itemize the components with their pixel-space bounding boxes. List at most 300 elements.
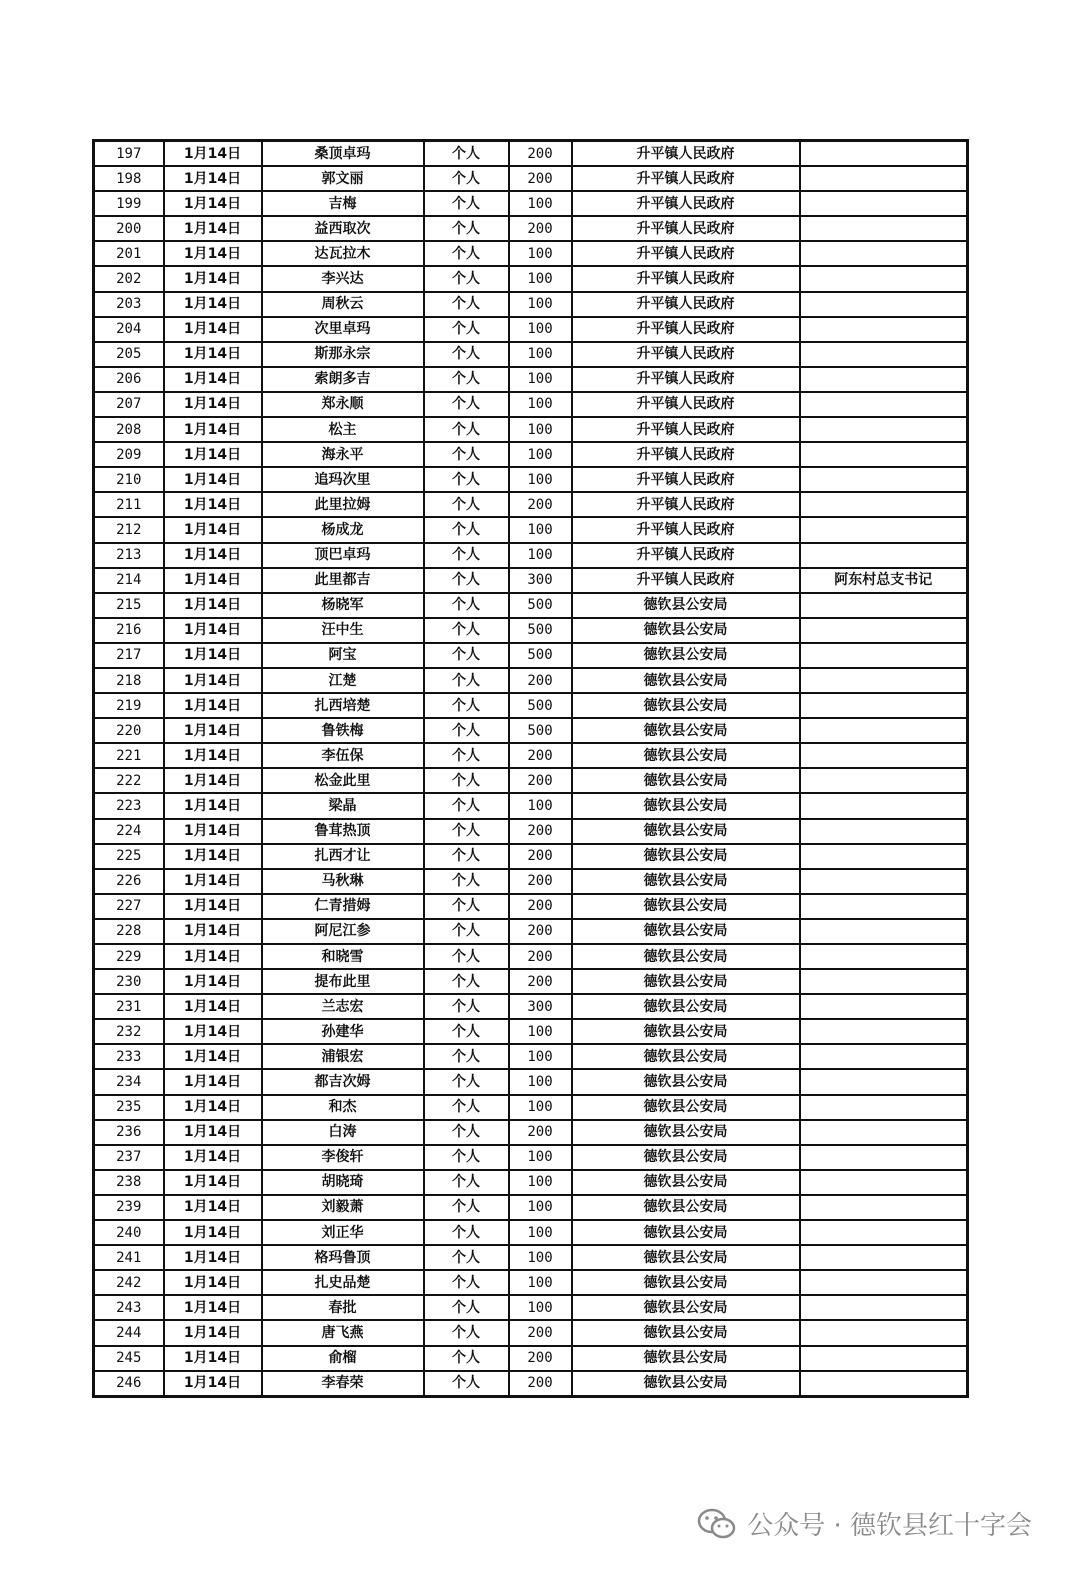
table-row (94, 342, 968, 367)
amount-cell: 100 (509, 292, 572, 317)
donor-name-cell: 扎西培楚 (262, 693, 424, 718)
donor-name-cell: 桑顶卓玛 (262, 141, 424, 167)
donor-name-cell: 郭文丽 (262, 166, 424, 191)
amount-cell: 200 (509, 1346, 572, 1371)
serial-number-cell: 234 (94, 1069, 164, 1094)
date-cell: 1月14日 (164, 1245, 262, 1270)
remark-cell (800, 618, 968, 643)
donor-type-cell: 个人 (424, 517, 509, 542)
serial-number-cell: 231 (94, 994, 164, 1019)
donor-name-cell: 江楚 (262, 668, 424, 693)
table-row (94, 442, 968, 467)
serial-number-cell: 213 (94, 543, 164, 568)
table-row (94, 1170, 968, 1195)
organization-cell: 德钦县公安局 (572, 1245, 800, 1270)
table-row (94, 1346, 968, 1371)
donor-name-cell: 益西取次 (262, 216, 424, 241)
donor-type-cell: 个人 (424, 191, 509, 216)
amount-cell: 500 (509, 643, 572, 668)
serial-number-cell: 239 (94, 1195, 164, 1220)
donor-name-cell: 唐飞燕 (262, 1320, 424, 1345)
amount-cell: 300 (509, 568, 572, 593)
remark-cell (800, 969, 968, 994)
date-cell: 1月14日 (164, 1095, 262, 1120)
table-row (94, 693, 968, 718)
donor-type-cell: 个人 (424, 693, 509, 718)
donor-name-cell: 俞榴 (262, 1346, 424, 1371)
serial-number-cell: 237 (94, 1145, 164, 1170)
serial-number-cell: 220 (94, 718, 164, 743)
remark-cell (800, 593, 968, 618)
remark-cell (800, 1371, 968, 1397)
date-cell: 1月14日 (164, 1346, 262, 1371)
remark-cell (800, 292, 968, 317)
table-row (94, 593, 968, 618)
table-row (94, 1019, 968, 1044)
date-cell: 1月14日 (164, 1120, 262, 1145)
donor-type-cell: 个人 (424, 969, 509, 994)
remark-cell (800, 1295, 968, 1320)
table-row (94, 919, 968, 944)
organization-cell: 德钦县公安局 (572, 1019, 800, 1044)
table-row (94, 1295, 968, 1320)
date-cell: 1月14日 (164, 1371, 262, 1397)
amount-cell: 200 (509, 768, 572, 793)
donor-name-cell: 李兴达 (262, 266, 424, 291)
serial-number-cell: 204 (94, 317, 164, 342)
organization-cell: 德钦县公安局 (572, 1095, 800, 1120)
organization-cell: 德钦县公安局 (572, 793, 800, 818)
donor-name-cell: 追玛次里 (262, 467, 424, 492)
table-row (94, 1220, 968, 1245)
remark-cell (800, 994, 968, 1019)
donor-type-cell: 个人 (424, 994, 509, 1019)
amount-cell: 200 (509, 894, 572, 919)
date-cell: 1月14日 (164, 392, 262, 417)
table-row (94, 292, 968, 317)
table-row (94, 1069, 968, 1094)
table-row (94, 1245, 968, 1270)
amount-cell: 100 (509, 1019, 572, 1044)
date-cell: 1月14日 (164, 1019, 262, 1044)
remark-cell (800, 793, 968, 818)
donor-name-cell: 松主 (262, 417, 424, 442)
donor-type-cell: 个人 (424, 743, 509, 768)
organization-cell: 德钦县公安局 (572, 1346, 800, 1371)
table-row (94, 819, 968, 844)
date-cell: 1月14日 (164, 894, 262, 919)
date-cell: 1月14日 (164, 467, 262, 492)
organization-cell: 升平镇人民政府 (572, 568, 800, 593)
remark-cell (800, 668, 968, 693)
date-cell: 1月14日 (164, 1170, 262, 1195)
table-row (94, 1095, 968, 1120)
donor-type-cell: 个人 (424, 1320, 509, 1345)
amount-cell: 200 (509, 819, 572, 844)
amount-cell: 200 (509, 869, 572, 894)
serial-number-cell: 246 (94, 1371, 164, 1397)
remark-cell (800, 1320, 968, 1345)
date-cell: 1月14日 (164, 216, 262, 241)
donor-type-cell: 个人 (424, 1095, 509, 1120)
remark-cell (800, 141, 968, 167)
serial-number-cell: 200 (94, 216, 164, 241)
remark-cell (800, 1145, 968, 1170)
organization-cell: 德钦县公安局 (572, 593, 800, 618)
table-row (94, 141, 968, 167)
organization-cell: 升平镇人民政府 (572, 191, 800, 216)
amount-cell: 100 (509, 317, 572, 342)
donor-name-cell: 杨成龙 (262, 517, 424, 542)
donor-type-cell: 个人 (424, 266, 509, 291)
serial-number-cell: 211 (94, 492, 164, 517)
organization-cell: 德钦县公安局 (572, 919, 800, 944)
date-cell: 1月14日 (164, 1044, 262, 1069)
donor-type-cell: 个人 (424, 869, 509, 894)
remark-cell (800, 216, 968, 241)
table-row (94, 944, 968, 969)
donor-type-cell: 个人 (424, 166, 509, 191)
organization-cell: 升平镇人民政府 (572, 367, 800, 392)
date-cell: 1月14日 (164, 743, 262, 768)
amount-cell: 200 (509, 1320, 572, 1345)
table-row (94, 1320, 968, 1345)
organization-cell: 升平镇人民政府 (572, 517, 800, 542)
serial-number-cell: 209 (94, 442, 164, 467)
organization-cell: 升平镇人民政府 (572, 166, 800, 191)
date-cell: 1月14日 (164, 342, 262, 367)
donor-type-cell: 个人 (424, 367, 509, 392)
donor-type-cell: 个人 (424, 392, 509, 417)
serial-number-cell: 238 (94, 1170, 164, 1195)
amount-cell: 200 (509, 216, 572, 241)
remark-cell (800, 317, 968, 342)
amount-cell: 100 (509, 1145, 572, 1170)
remark-cell (800, 1195, 968, 1220)
date-cell: 1月14日 (164, 994, 262, 1019)
table-row (94, 1120, 968, 1145)
serial-number-cell: 225 (94, 844, 164, 869)
remark-cell (800, 392, 968, 417)
serial-number-cell: 208 (94, 417, 164, 442)
organization-cell: 德钦县公安局 (572, 894, 800, 919)
donor-type-cell: 个人 (424, 1245, 509, 1270)
remark-cell (800, 241, 968, 266)
donor-type-cell: 个人 (424, 668, 509, 693)
serial-number-cell: 245 (94, 1346, 164, 1371)
remark-cell (800, 266, 968, 291)
date-cell: 1月14日 (164, 317, 262, 342)
amount-cell: 100 (509, 793, 572, 818)
serial-number-cell: 218 (94, 668, 164, 693)
amount-cell: 100 (509, 1295, 572, 1320)
organization-cell: 德钦县公安局 (572, 1270, 800, 1295)
organization-cell: 德钦县公安局 (572, 844, 800, 869)
remark-cell (800, 643, 968, 668)
organization-cell: 德钦县公安局 (572, 643, 800, 668)
table-row (94, 467, 968, 492)
donor-name-cell: 和杰 (262, 1095, 424, 1120)
table-row (94, 643, 968, 668)
donor-name-cell: 海永平 (262, 442, 424, 467)
organization-cell: 德钦县公安局 (572, 743, 800, 768)
date-cell: 1月14日 (164, 417, 262, 442)
donor-type-cell: 个人 (424, 1195, 509, 1220)
remark-cell (800, 1346, 968, 1371)
table-row (94, 844, 968, 869)
donor-type-cell: 个人 (424, 1044, 509, 1069)
remark-cell (800, 819, 968, 844)
date-cell: 1月14日 (164, 1270, 262, 1295)
donor-type-cell: 个人 (424, 819, 509, 844)
donor-name-cell: 扎史品楚 (262, 1270, 424, 1295)
remark-cell (800, 1095, 968, 1120)
date-cell: 1月14日 (164, 166, 262, 191)
remark-cell (800, 1044, 968, 1069)
donor-type-cell: 个人 (424, 1145, 509, 1170)
donor-name-cell: 李伍保 (262, 743, 424, 768)
organization-cell: 德钦县公安局 (572, 618, 800, 643)
organization-cell: 德钦县公安局 (572, 1120, 800, 1145)
amount-cell: 200 (509, 668, 572, 693)
donor-type-cell: 个人 (424, 944, 509, 969)
serial-number-cell: 203 (94, 292, 164, 317)
date-cell: 1月14日 (164, 517, 262, 542)
amount-cell: 100 (509, 1220, 572, 1245)
date-cell: 1月14日 (164, 693, 262, 718)
date-cell: 1月14日 (164, 844, 262, 869)
amount-cell: 100 (509, 342, 572, 367)
serial-number-cell: 219 (94, 693, 164, 718)
donor-name-cell: 马秋琳 (262, 869, 424, 894)
serial-number-cell: 221 (94, 743, 164, 768)
serial-number-cell: 207 (94, 392, 164, 417)
organization-cell: 升平镇人民政府 (572, 141, 800, 167)
amount-cell: 200 (509, 1371, 572, 1397)
serial-number-cell: 210 (94, 467, 164, 492)
organization-cell: 升平镇人民政府 (572, 467, 800, 492)
amount-cell: 100 (509, 442, 572, 467)
remark-cell (800, 1170, 968, 1195)
donor-type-cell: 个人 (424, 1295, 509, 1320)
amount-cell: 100 (509, 1095, 572, 1120)
date-cell: 1月14日 (164, 266, 262, 291)
remark-cell (800, 1220, 968, 1245)
organization-cell: 升平镇人民政府 (572, 317, 800, 342)
organization-cell: 德钦县公安局 (572, 1195, 800, 1220)
remark-cell (800, 869, 968, 894)
donor-name-cell: 此里都吉 (262, 568, 424, 593)
serial-number-cell: 241 (94, 1245, 164, 1270)
serial-number-cell: 233 (94, 1044, 164, 1069)
donor-type-cell: 个人 (424, 1371, 509, 1397)
serial-number-cell: 228 (94, 919, 164, 944)
donor-type-cell: 个人 (424, 241, 509, 266)
donor-name-cell: 白涛 (262, 1120, 424, 1145)
amount-cell: 200 (509, 743, 572, 768)
serial-number-cell: 202 (94, 266, 164, 291)
serial-number-cell: 222 (94, 768, 164, 793)
remark-cell (800, 1019, 968, 1044)
donor-name-cell: 杨晓军 (262, 593, 424, 618)
table-row (94, 894, 968, 919)
amount-cell: 200 (509, 141, 572, 167)
donor-name-cell: 格玛鲁顶 (262, 1245, 424, 1270)
serial-number-cell: 232 (94, 1019, 164, 1044)
remark-cell (800, 191, 968, 216)
date-cell: 1月14日 (164, 568, 262, 593)
donor-name-cell: 李俊轩 (262, 1145, 424, 1170)
amount-cell: 500 (509, 618, 572, 643)
table-row (94, 543, 968, 568)
amount-cell: 100 (509, 467, 572, 492)
date-cell: 1月14日 (164, 492, 262, 517)
donor-type-cell: 个人 (424, 317, 509, 342)
serial-number-cell: 235 (94, 1095, 164, 1120)
table-row (94, 1195, 968, 1220)
organization-cell: 德钦县公安局 (572, 1295, 800, 1320)
organization-cell: 升平镇人民政府 (572, 442, 800, 467)
date-cell: 1月14日 (164, 869, 262, 894)
serial-number-cell: 199 (94, 191, 164, 216)
date-cell: 1月14日 (164, 819, 262, 844)
date-cell: 1月14日 (164, 643, 262, 668)
amount-cell: 100 (509, 543, 572, 568)
organization-cell: 升平镇人民政府 (572, 266, 800, 291)
date-cell: 1月14日 (164, 768, 262, 793)
organization-cell: 德钦县公安局 (572, 1220, 800, 1245)
amount-cell: 200 (509, 919, 572, 944)
organization-cell: 升平镇人民政府 (572, 392, 800, 417)
donor-type-cell: 个人 (424, 342, 509, 367)
donor-name-cell: 扎西才让 (262, 844, 424, 869)
remark-cell (800, 492, 968, 517)
organization-cell: 德钦县公安局 (572, 1069, 800, 1094)
serial-number-cell: 212 (94, 517, 164, 542)
date-cell: 1月14日 (164, 1220, 262, 1245)
date-cell: 1月14日 (164, 367, 262, 392)
serial-number-cell: 223 (94, 793, 164, 818)
serial-number-cell: 224 (94, 819, 164, 844)
remark-cell (800, 693, 968, 718)
donor-name-cell: 浦银宏 (262, 1044, 424, 1069)
date-cell: 1月14日 (164, 593, 262, 618)
donor-name-cell: 吉梅 (262, 191, 424, 216)
donor-type-cell: 个人 (424, 216, 509, 241)
table-row (94, 492, 968, 517)
organization-cell: 升平镇人民政府 (572, 216, 800, 241)
organization-cell: 德钦县公安局 (572, 693, 800, 718)
serial-number-cell: 205 (94, 342, 164, 367)
table-row (94, 1044, 968, 1069)
amount-cell: 100 (509, 367, 572, 392)
serial-number-cell: 216 (94, 618, 164, 643)
date-cell: 1月14日 (164, 944, 262, 969)
amount-cell: 100 (509, 1270, 572, 1295)
remark-cell (800, 517, 968, 542)
table-row (94, 367, 968, 392)
remark-cell (800, 1245, 968, 1270)
table-row (94, 216, 968, 241)
donor-name-cell: 梁晶 (262, 793, 424, 818)
remark-cell (800, 919, 968, 944)
table-row (94, 568, 968, 593)
organization-cell: 升平镇人民政府 (572, 492, 800, 517)
remark-cell (800, 543, 968, 568)
donor-type-cell: 个人 (424, 1346, 509, 1371)
date-cell: 1月14日 (164, 1295, 262, 1320)
donor-name-cell: 李春荣 (262, 1371, 424, 1397)
wechat-icon (697, 1507, 737, 1541)
organization-cell: 德钦县公安局 (572, 969, 800, 994)
table-row (94, 191, 968, 216)
table-row (94, 618, 968, 643)
table-row (94, 994, 968, 1019)
donor-type-cell: 个人 (424, 894, 509, 919)
donation-table-body (94, 141, 968, 1397)
remark-cell (800, 342, 968, 367)
table-row (94, 1145, 968, 1170)
donor-type-cell: 个人 (424, 492, 509, 517)
organization-cell: 德钦县公安局 (572, 819, 800, 844)
organization-cell: 升平镇人民政府 (572, 241, 800, 266)
table-row (94, 743, 968, 768)
organization-cell: 升平镇人民政府 (572, 292, 800, 317)
donor-name-cell: 鲁铁梅 (262, 718, 424, 743)
serial-number-cell: 214 (94, 568, 164, 593)
donor-type-cell: 个人 (424, 1069, 509, 1094)
donor-name-cell: 提布此里 (262, 969, 424, 994)
remark-cell (800, 1069, 968, 1094)
donor-type-cell: 个人 (424, 1270, 509, 1295)
date-cell: 1月14日 (164, 969, 262, 994)
date-cell: 1月14日 (164, 141, 262, 167)
amount-cell: 200 (509, 844, 572, 869)
donor-type-cell: 个人 (424, 292, 509, 317)
donor-name-cell: 阿尼江参 (262, 919, 424, 944)
organization-cell: 德钦县公安局 (572, 994, 800, 1019)
amount-cell: 200 (509, 1120, 572, 1145)
donor-type-cell: 个人 (424, 467, 509, 492)
watermark (697, 1505, 1032, 1542)
serial-number-cell: 242 (94, 1270, 164, 1295)
organization-cell: 德钦县公安局 (572, 768, 800, 793)
table-row (94, 417, 968, 442)
donor-type-cell: 个人 (424, 643, 509, 668)
donor-type-cell: 个人 (424, 593, 509, 618)
table-row (94, 317, 968, 342)
organization-cell: 德钦县公安局 (572, 1145, 800, 1170)
remark-cell (800, 367, 968, 392)
organization-cell: 升平镇人民政府 (572, 417, 800, 442)
date-cell: 1月14日 (164, 718, 262, 743)
organization-cell: 德钦县公安局 (572, 1320, 800, 1345)
serial-number-cell: 240 (94, 1220, 164, 1245)
donor-name-cell: 周秋云 (262, 292, 424, 317)
donor-type-cell: 个人 (424, 568, 509, 593)
table-row (94, 266, 968, 291)
date-cell: 1月14日 (164, 919, 262, 944)
donor-name-cell: 春批 (262, 1295, 424, 1320)
table-row (94, 793, 968, 818)
donor-name-cell: 刘正华 (262, 1220, 424, 1245)
date-cell: 1月14日 (164, 1069, 262, 1094)
date-cell: 1月14日 (164, 442, 262, 467)
organization-cell: 升平镇人民政府 (572, 543, 800, 568)
remark-cell (800, 1120, 968, 1145)
amount-cell: 300 (509, 994, 572, 1019)
table-row (94, 869, 968, 894)
